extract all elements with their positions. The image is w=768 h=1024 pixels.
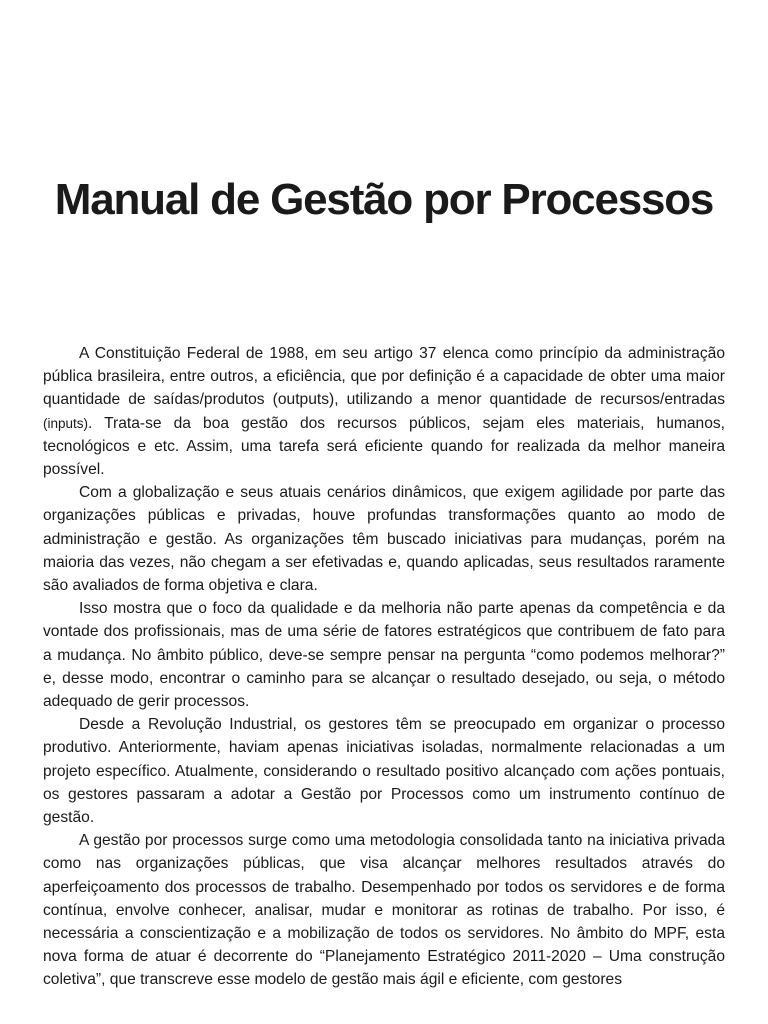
paragraph-1-text-a: A Constituição Federal de 1988, em seu artigo 37 elenca como princípio da administração pública brasileira, entre outros, a eficiência, que por definição é a capacidade de obter uma maior quantidade de saídas/produtos (outputs), utilizando a menor quantidade de recursos/entradas [43,345,725,409]
paragraph-2: Com a globalização e seus atuais cenários dinâmicos, que exigem agilidade por parte das organizações públicas e privadas, houve profundas transformações quanto ao modo de administração e gestão. As organizações têm buscado iniciativas para mudanças, porém na maioria das vezes, não chegam a ser efetivadas e, quando aplicadas, seus resultados raramente são avaliados de forma objetiva e clara. [43,484,725,595]
body-text [43,342,725,992]
page-title: Manual de Gestão por Processos [54,175,714,224]
paragraph-1-text-b: . Trata-se da boa gestão dos recursos públicos, sejam eles materiais, humanos, tecnológicos e etc. Assim, uma tarefa será eficiente quando for realizada da melhor maneira possível. [43,414,725,479]
paragraph-1 [43,342,725,481]
paragraph-1-inputs-term: (inputs) [43,415,89,431]
paragraph-5: A gestão por processos surge como uma metodologia consolidada tanto na iniciativa privada como nas organizações públicas, que visa alcançar melhores resultados através do aperfeiçoamento dos processos de trabalho. Desempenhado por todos os servidores e de forma contínua, envolve conhecer, analisar, mudar e monitorar as rotinas de trabalho. Por isso, é necessária a conscientização e a mobilização de todos os servidores. No âmbito do MPF, esta nova forma de atuar é decorrente do “Planejamento Estratégico 2011-2020 – Uma construção coletiva”, que transcreve esse modelo de gestão mais ágil e eficiente, com gestores [43,832,725,989]
paragraph-3: Isso mostra que o foco da qualidade e da melhoria não parte apenas da competência e da vontade dos profissionais, mas de uma série de fatores estratégicos que contribuem de fato para a mudança. No âmbito público, deve-se sempre pensar na pergunta “como podemos melhorar?” e, desse modo, encontrar o caminho para se alcançar o resultado desejado, ou seja, o método adequado de gerir processos. [43,600,725,711]
paragraph-4: Desde a Revolução Industrial, os gestores têm se preocupado em organizar o processo produtivo. Anteriormente, haviam apenas iniciativas isoladas, normalmente relacionadas a um projeto específico. Atualmente, considerando o resultado positivo alcançado com ações pontuais, os gestores passaram a adotar a Gestão por Processos como um instrumento contínuo de gestão. [43,716,725,827]
